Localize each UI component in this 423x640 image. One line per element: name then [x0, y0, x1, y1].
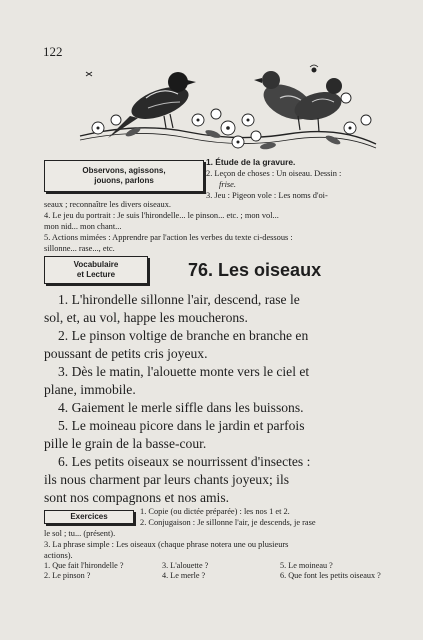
p5-line1: 5. Le moineau picore dans le jardin et parfois	[58, 418, 305, 433]
reading-paragraph-4	[44, 399, 390, 417]
p1-line2: sol, et, au vol, happe les moucherons.	[44, 310, 248, 325]
obs-tail-4: 5. Actions mimées : Apprendre par l'action les verbes du texte ci-dessous :	[44, 233, 293, 242]
p3-line1: 3. Dès le matin, l'alouette monte vers le ciel et	[58, 364, 310, 379]
observation-section-label	[44, 160, 204, 192]
exercises-section-label	[44, 510, 134, 524]
p3-line2: plane, immobile.	[44, 382, 136, 397]
obs-tail-1: seaux ; reconnaître les divers oiseaux.	[44, 200, 171, 209]
p6-line3: sont nos compagnons et nos amis.	[44, 490, 230, 505]
exercise-1: 1. Copie (ou dictée préparée) : les nos 1 et 2.	[140, 507, 290, 516]
reading-paragraph-2	[44, 327, 390, 363]
reading-paragraph-6	[44, 453, 390, 507]
reading-paragraph-1	[44, 291, 390, 327]
vocab-label-line2: et Lecture	[76, 270, 116, 279]
question-5: 5. Le moineau ?	[280, 561, 333, 570]
question-4: 4. Le merle ?	[162, 571, 206, 580]
observation-items	[206, 157, 406, 201]
observation-label-line1: Observons, agissons,	[82, 166, 166, 175]
lesson-title: 76. Les oiseaux	[188, 260, 322, 280]
exercise-2: 2. Conjugaison : Je sillonne l'air, je descends, je rase	[140, 518, 316, 527]
question-3: 3. L'alouette ?	[162, 561, 209, 570]
p5-line2: pille le grain de la basse-cour.	[44, 436, 207, 451]
obs-item-2-cont: frise.	[219, 180, 236, 189]
exercise-tail-3: actions).	[44, 551, 73, 560]
phrase-questions	[44, 561, 404, 581]
exercises-label: Exercices	[70, 512, 108, 521]
p6-line1: 6. Les petits oiseaux se nourrissent d'insectes :	[58, 454, 311, 469]
question-2: 2. Le pinson ?	[44, 571, 91, 580]
birds-illustration-icon	[78, 58, 378, 158]
question-6: 6. Que font les petits oiseaux ?	[280, 571, 381, 580]
p1-line1: 1. L'hirondelle sillonne l'air, descend, rase le	[58, 292, 300, 307]
p6-line2: ils nous charment par leurs chants joyeux; ils	[44, 472, 290, 487]
obs-item-1: 1. Étude de la gravure.	[206, 157, 296, 167]
exercise-tail-2: 3. La phrase simple : Les oiseaux (chaque phrase notera une ou plusieurs	[44, 540, 289, 549]
vocabulary-section-label	[44, 256, 148, 284]
obs-tail-5: sillonne... rase..., etc.	[44, 244, 115, 253]
obs-item-2: 2. Leçon de choses : Un oiseau. Dessin :	[206, 169, 342, 178]
obs-tail-2: 4. Le jeu du portrait : Je suis l'hirondelle... le pinson... etc. ; mon vol...	[44, 211, 279, 220]
question-1: 1. Que fait l'hirondelle ?	[44, 561, 124, 570]
observation-label-line2: jouons, parlons	[94, 176, 154, 185]
page-number: 122	[43, 44, 63, 59]
reading-paragraph-5	[44, 417, 390, 453]
p2-line1: 2. Le pinson voltige de branche en branche en	[58, 328, 309, 343]
p4-line1: 4. Gaiement le merle siffle dans les buissons.	[58, 400, 304, 415]
obs-tail-3: mon nid... mon chant...	[44, 222, 122, 231]
reading-paragraph-3	[44, 363, 390, 399]
exercise-tail-1: le sol ; tu... (présent).	[44, 529, 116, 538]
vocab-label-line1: Vocabulaire	[73, 260, 119, 269]
p2-line2: poussant de petits cris joyeux.	[44, 346, 208, 361]
exercise-items	[140, 506, 420, 528]
exercise-continuation	[44, 528, 414, 561]
obs-item-3: 3. Jeu : Pigeon vole : Les noms d'oi-	[206, 191, 328, 200]
observation-continuation	[44, 199, 414, 254]
